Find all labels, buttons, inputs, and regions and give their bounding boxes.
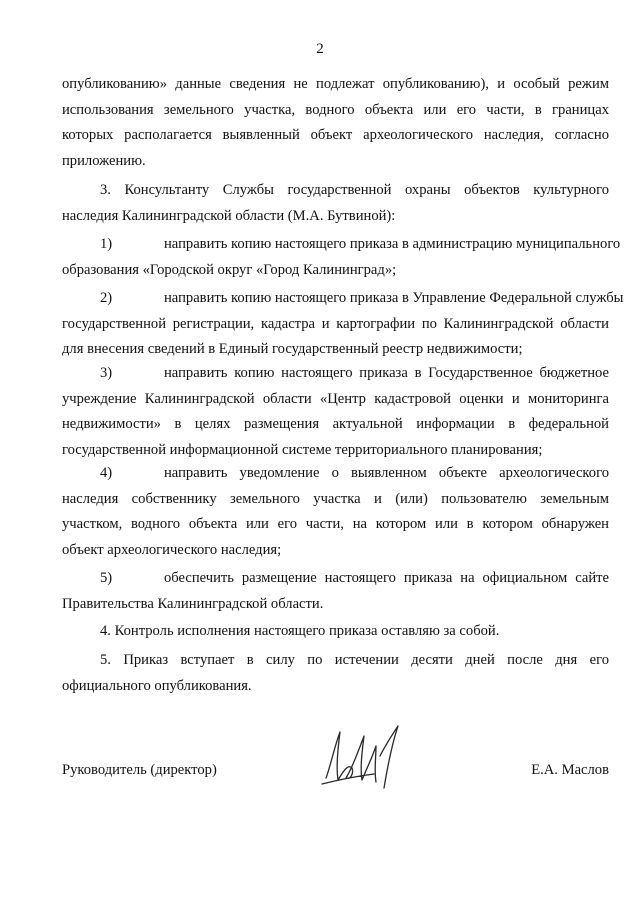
page-number: 2 <box>316 41 324 57</box>
text-line: направить копию настоящего приказа в администрацию муниципального <box>164 236 621 252</box>
text-line: образования «Городской округ «Город Калининград»; <box>62 261 397 278</box>
subitem-4 <box>62 461 609 563</box>
text-line: учреждение Калининградской области «Центр кадастровой оценки и мониторинга <box>62 390 609 407</box>
subitem-number: 4) <box>100 465 113 481</box>
text-line: государственной регистрации, кадастра и картографии по Калининградской области <box>62 315 609 332</box>
text-line: для внесения сведений в Единый государственный реестр недвижимости; <box>62 341 523 357</box>
handwritten-signature <box>318 718 408 790</box>
text-line: использования земельного участка, водного объекта или его части, в границах <box>62 101 609 118</box>
text-line: участком, водного объекта или его части, на котором или в котором обнаружен <box>62 516 609 532</box>
text-line: наследия собственнику земельного участка и (или) пользователю земельным <box>62 490 609 507</box>
subitem-number: 1) <box>100 236 113 252</box>
text-line: объект археологического наследия; <box>62 541 282 558</box>
subitem-3 <box>62 361 609 463</box>
signatory-title: Руководитель (директор) <box>62 762 217 778</box>
text-line: которых располагается выявленный объект археологического наследия, согласно <box>62 127 609 143</box>
text-line: наследия Калининградской области (М.А. Бутвиной): <box>62 207 396 224</box>
subitem-number: 2) <box>100 290 113 306</box>
text-line: направить копию настоящего приказа в Государственное бюджетное <box>164 365 609 381</box>
paragraph-item-5 <box>62 648 609 699</box>
text-line: опубликованию» данные сведения не подлежат опубликованию), и особый режим <box>62 76 609 92</box>
subitem-1 <box>62 232 621 283</box>
text-line: Правительства Калининградской области. <box>62 595 324 612</box>
text-line: 3. Консультанту Службы государственной охраны объектов культурного <box>100 182 609 198</box>
text-line: официального опубликования. <box>62 677 252 694</box>
text-line: недвижимости» в целях размещения актуальной информации в федеральной <box>62 416 609 432</box>
text-line: приложению. <box>62 152 146 169</box>
subitem-5 <box>62 566 609 617</box>
text-line: направить уведомление о выявленном объекте археологического <box>164 465 609 481</box>
subitem-2 <box>62 286 624 363</box>
text-line: 4. Контроль исполнения настоящего приказа оставляю за собой. <box>100 623 500 639</box>
text-line: обеспечить размещение настоящего приказа на официальном сайте <box>164 570 609 586</box>
text-line: направить копию настоящего приказа в Управление Федеральной службы <box>164 290 624 306</box>
text-line: государственной информационной системе территориального планирования; <box>62 441 543 458</box>
subitem-number: 3) <box>100 365 113 381</box>
text-line: 5. Приказ вступает в силу по истечении десяти дней после дня его <box>100 652 609 668</box>
signatory-name: Е.А. Маслов <box>531 762 609 778</box>
paragraph-continuation <box>62 72 609 174</box>
paragraph-item-3 <box>62 178 609 229</box>
paragraph-item-4 <box>62 619 609 645</box>
subitem-number: 5) <box>100 570 113 586</box>
